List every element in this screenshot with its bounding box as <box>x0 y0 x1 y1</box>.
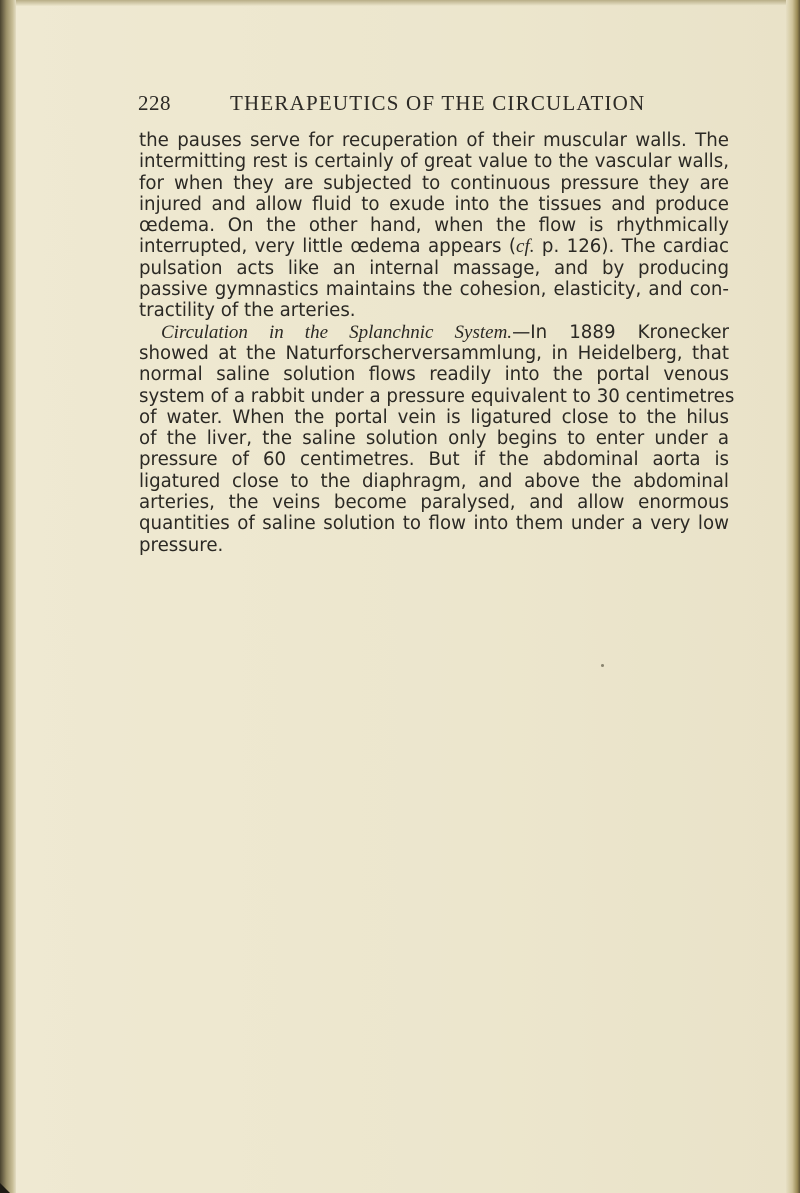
text-line: œdema. On the other hand, when the flow is rhythmically <box>139 215 729 237</box>
top-page-edge <box>16 0 786 6</box>
text-line: tractility of the arteries. <box>139 300 356 322</box>
text-line: pulsation acts like an internal massage, and by producing <box>139 257 729 279</box>
corner-mark <box>0 1183 10 1193</box>
text-line: injured and allow fluid to exude into the tissues and produce <box>139 193 729 215</box>
text-line: pressure of 60 centimetres. But if the abdominal aorta is <box>139 449 729 471</box>
text-line: system of a rabbit under a pressure equivalent to 30 centimetres <box>139 385 735 407</box>
text-line: normal saline solution flows readily into the portal venous <box>139 364 729 386</box>
text-line: of the liver, the saline solution only begins to enter under a <box>139 428 729 450</box>
text-line: for when they are subjected to continuous pressure they are <box>139 172 729 194</box>
right-page-edge <box>786 0 800 1193</box>
text-line: the pauses serve for recuperation of their muscular walls. The <box>139 130 729 151</box>
paper-speck <box>601 664 604 667</box>
page-header <box>138 91 698 121</box>
citation-abbreviation: cf. <box>516 236 535 258</box>
body-text <box>139 130 735 556</box>
text-line: pressure. <box>139 534 224 556</box>
text-segment: —In 1889 Kronecker <box>512 321 729 343</box>
page-number: 228 <box>138 91 171 115</box>
running-head: THERAPEUTICS OF THE CIRCULATION <box>230 91 646 115</box>
section-heading: Circulation in the Splanchnic System. <box>161 321 513 343</box>
text-segment: p. 126). The cardiac <box>534 236 729 258</box>
text-line: arteries, the veins become paralysed, and allow enormous <box>139 492 729 514</box>
binding-edge <box>0 0 16 1193</box>
text-line: passive gymnastics maintains the cohesion, elasticity, and con- <box>139 279 729 301</box>
text-line: quantities of saline solution to flow into them under a very low <box>139 513 729 535</box>
text-line: showed at the Naturforscherversammlung, in Heidelberg, that <box>139 342 729 364</box>
section-heading-line <box>139 322 729 343</box>
text-segment: interrupted, very little œdema appears ( <box>139 236 517 258</box>
text-line: intermitting rest is certainly of great value to the vascular walls, <box>139 151 729 173</box>
text-line: ligatured close to the diaphragm, and above the abdominal <box>139 470 729 492</box>
text-line: of water. When the portal vein is ligatured close to the hilus <box>139 406 729 428</box>
text-line <box>139 236 729 257</box>
